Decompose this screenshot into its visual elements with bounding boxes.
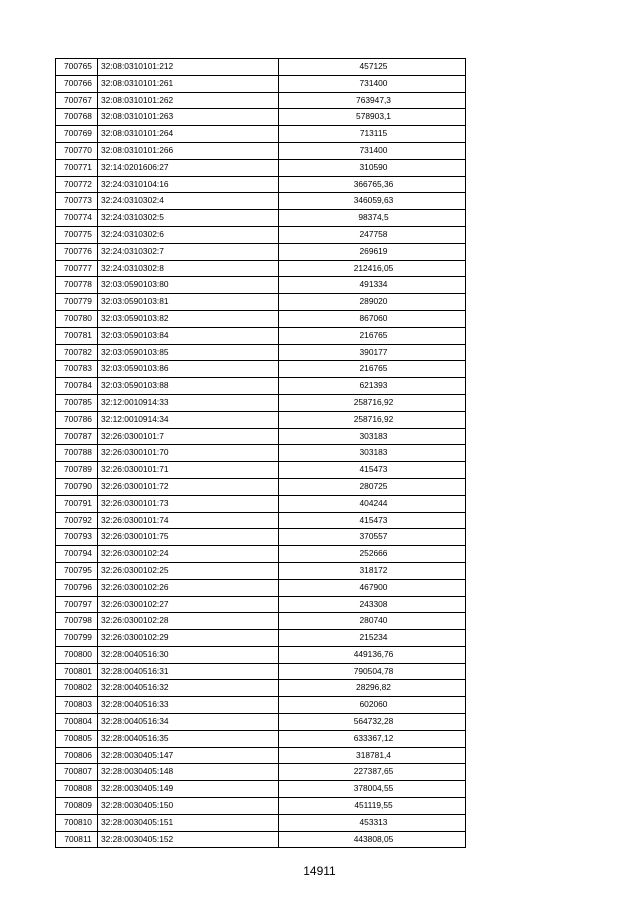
value-cell: 216765	[279, 361, 466, 378]
cadastral-number-cell: 32:26:0300101:74	[98, 512, 279, 529]
row-number-cell: 700809	[56, 798, 98, 815]
value-cell: 578903,1	[279, 109, 466, 126]
cadastral-number-cell: 32:28:0040516:30	[98, 646, 279, 663]
cadastral-number-cell: 32:28:0040516:34	[98, 714, 279, 731]
value-cell: 269619	[279, 243, 466, 260]
cadastral-number-cell: 32:26:0300101:73	[98, 495, 279, 512]
cadastral-number-cell: 32:26:0300102:28	[98, 613, 279, 630]
cadastral-number-cell: 32:14:0201606:27	[98, 159, 279, 176]
cadastral-number-cell: 32:08:0310101:212	[98, 59, 279, 76]
row-number-cell: 700769	[56, 126, 98, 143]
cadastral-number-cell: 32:28:0030405:150	[98, 798, 279, 815]
table-row	[56, 814, 466, 831]
row-number-cell: 700804	[56, 714, 98, 731]
row-number-cell: 700786	[56, 411, 98, 428]
value-cell: 310590	[279, 159, 466, 176]
row-number-cell: 700784	[56, 378, 98, 395]
value-cell: 790504,78	[279, 663, 466, 680]
cadastral-number-cell: 32:28:0030405:152	[98, 831, 279, 848]
data-table	[55, 58, 466, 848]
cadastral-number-cell: 32:24:0310104:16	[98, 176, 279, 193]
value-cell: 867060	[279, 310, 466, 327]
row-number-cell: 700782	[56, 344, 98, 361]
value-cell: 415473	[279, 512, 466, 529]
table-row	[56, 344, 466, 361]
value-cell: 212416,05	[279, 260, 466, 277]
value-cell: 713115	[279, 126, 466, 143]
value-cell: 303183	[279, 428, 466, 445]
row-number-cell: 700800	[56, 646, 98, 663]
row-number-cell: 700776	[56, 243, 98, 260]
cadastral-number-cell: 32:28:0040516:35	[98, 730, 279, 747]
cadastral-number-cell: 32:26:0300102:25	[98, 562, 279, 579]
row-number-cell: 700787	[56, 428, 98, 445]
row-number-cell: 700771	[56, 159, 98, 176]
cadastral-number-cell: 32:08:0310101:264	[98, 126, 279, 143]
cadastral-number-cell: 32:26:0300101:7	[98, 428, 279, 445]
cadastral-number-cell: 32:03:0590103:84	[98, 327, 279, 344]
row-number-cell: 700797	[56, 596, 98, 613]
table-row	[56, 596, 466, 613]
row-number-cell: 700793	[56, 529, 98, 546]
value-cell: 370557	[279, 529, 466, 546]
row-number-cell: 700790	[56, 478, 98, 495]
value-cell: 731400	[279, 142, 466, 159]
cadastral-number-cell: 32:28:0030405:148	[98, 764, 279, 781]
value-cell: 258716,92	[279, 411, 466, 428]
table-row	[56, 445, 466, 462]
table-row	[56, 798, 466, 815]
row-number-cell: 700810	[56, 814, 98, 831]
cadastral-number-cell: 32:03:0590103:88	[98, 378, 279, 395]
row-number-cell: 700785	[56, 394, 98, 411]
table-row	[56, 378, 466, 395]
table-row	[56, 361, 466, 378]
value-cell: 258716,92	[279, 394, 466, 411]
row-number-cell: 700811	[56, 831, 98, 848]
table-row	[56, 126, 466, 143]
value-cell: 346059,63	[279, 193, 466, 210]
row-number-cell: 700765	[56, 59, 98, 76]
table-row	[56, 831, 466, 848]
row-number-cell: 700779	[56, 294, 98, 311]
row-number-cell: 700783	[56, 361, 98, 378]
table-row	[56, 613, 466, 630]
table-row	[56, 714, 466, 731]
row-number-cell: 700802	[56, 680, 98, 697]
value-cell: 451119,55	[279, 798, 466, 815]
cadastral-number-cell: 32:28:0040516:32	[98, 680, 279, 697]
cadastral-number-cell: 32:24:0310302:5	[98, 210, 279, 227]
value-cell: 28296,82	[279, 680, 466, 697]
row-number-cell: 700772	[56, 176, 98, 193]
row-number-cell: 700806	[56, 747, 98, 764]
value-cell: 633367,12	[279, 730, 466, 747]
value-cell: 318781,4	[279, 747, 466, 764]
row-number-cell: 700799	[56, 630, 98, 647]
cadastral-number-cell: 32:26:0300102:27	[98, 596, 279, 613]
value-cell: 243308	[279, 596, 466, 613]
table-body	[56, 59, 466, 848]
table-row	[56, 109, 466, 126]
cadastral-number-cell: 32:26:0300102:24	[98, 546, 279, 563]
table-row	[56, 680, 466, 697]
row-number-cell: 700791	[56, 495, 98, 512]
cadastral-number-cell: 32:12:0010914:33	[98, 394, 279, 411]
row-number-cell: 700794	[56, 546, 98, 563]
table-row	[56, 210, 466, 227]
cadastral-number-cell: 32:03:0590103:82	[98, 310, 279, 327]
table-row	[56, 327, 466, 344]
row-number-cell: 700803	[56, 697, 98, 714]
value-cell: 404244	[279, 495, 466, 512]
row-number-cell: 700767	[56, 92, 98, 109]
row-number-cell: 700774	[56, 210, 98, 227]
table-row	[56, 243, 466, 260]
table-row	[56, 193, 466, 210]
table-row	[56, 428, 466, 445]
table-row	[56, 411, 466, 428]
row-number-cell: 700773	[56, 193, 98, 210]
value-cell: 378004,55	[279, 781, 466, 798]
row-number-cell: 700780	[56, 310, 98, 327]
value-cell: 564732,28	[279, 714, 466, 731]
value-cell: 216765	[279, 327, 466, 344]
cadastral-number-cell: 32:28:0030405:147	[98, 747, 279, 764]
row-number-cell: 700792	[56, 512, 98, 529]
table-row	[56, 512, 466, 529]
row-number-cell: 700796	[56, 579, 98, 596]
table-row	[56, 59, 466, 76]
cadastral-number-cell: 32:26:0300101:70	[98, 445, 279, 462]
table-row	[56, 260, 466, 277]
row-number-cell: 700777	[56, 260, 98, 277]
value-cell: 215234	[279, 630, 466, 647]
value-cell: 602060	[279, 697, 466, 714]
row-number-cell: 700766	[56, 75, 98, 92]
value-cell: 467900	[279, 579, 466, 596]
row-number-cell: 700805	[56, 730, 98, 747]
table-row	[56, 142, 466, 159]
value-cell: 457125	[279, 59, 466, 76]
table-row	[56, 579, 466, 596]
value-cell: 449136,76	[279, 646, 466, 663]
table-row	[56, 159, 466, 176]
table-row	[56, 176, 466, 193]
table-row	[56, 277, 466, 294]
table-row	[56, 529, 466, 546]
cadastral-number-cell: 32:03:0590103:85	[98, 344, 279, 361]
table-row	[56, 546, 466, 563]
cadastral-number-cell: 32:24:0310302:7	[98, 243, 279, 260]
table-row	[56, 730, 466, 747]
cadastral-number-cell: 32:26:0300101:72	[98, 478, 279, 495]
value-cell: 318172	[279, 562, 466, 579]
table-row	[56, 310, 466, 327]
table-row	[56, 462, 466, 479]
cadastral-number-cell: 32:03:0590103:80	[98, 277, 279, 294]
value-cell: 731400	[279, 75, 466, 92]
row-number-cell: 700768	[56, 109, 98, 126]
value-cell: 415473	[279, 462, 466, 479]
cadastral-number-cell: 32:26:0300101:71	[98, 462, 279, 479]
row-number-cell: 700807	[56, 764, 98, 781]
value-cell: 247758	[279, 226, 466, 243]
table-row	[56, 764, 466, 781]
value-cell: 280740	[279, 613, 466, 630]
cadastral-number-cell: 32:24:0310302:4	[98, 193, 279, 210]
table-row	[56, 646, 466, 663]
value-cell: 289020	[279, 294, 466, 311]
value-cell: 98374,5	[279, 210, 466, 227]
value-cell: 280725	[279, 478, 466, 495]
cadastral-number-cell: 32:03:0590103:86	[98, 361, 279, 378]
table-row	[56, 394, 466, 411]
cadastral-number-cell: 32:28:0040516:33	[98, 697, 279, 714]
table-row	[56, 495, 466, 512]
row-number-cell: 700808	[56, 781, 98, 798]
cadastral-number-cell: 32:08:0310101:262	[98, 92, 279, 109]
table-row	[56, 562, 466, 579]
value-cell: 453313	[279, 814, 466, 831]
table-row	[56, 75, 466, 92]
row-number-cell: 700801	[56, 663, 98, 680]
table-row	[56, 781, 466, 798]
row-number-cell: 700795	[56, 562, 98, 579]
value-cell: 443808,05	[279, 831, 466, 848]
value-cell: 303183	[279, 445, 466, 462]
row-number-cell: 700778	[56, 277, 98, 294]
value-cell: 252666	[279, 546, 466, 563]
value-cell: 763947,3	[279, 92, 466, 109]
cadastral-number-cell: 32:28:0040516:31	[98, 663, 279, 680]
cadastral-number-cell: 32:12:0010914:34	[98, 411, 279, 428]
table-row	[56, 663, 466, 680]
table-row	[56, 747, 466, 764]
table-row	[56, 92, 466, 109]
cadastral-number-cell: 32:03:0590103:81	[98, 294, 279, 311]
cadastral-number-cell: 32:24:0310302:8	[98, 260, 279, 277]
value-cell: 491334	[279, 277, 466, 294]
cadastral-number-cell: 32:26:0300101:75	[98, 529, 279, 546]
row-number-cell: 700798	[56, 613, 98, 630]
value-cell: 366765,36	[279, 176, 466, 193]
table-row	[56, 226, 466, 243]
row-number-cell: 700788	[56, 445, 98, 462]
row-number-cell: 700770	[56, 142, 98, 159]
cadastral-number-cell: 32:08:0310101:266	[98, 142, 279, 159]
cadastral-number-cell: 32:28:0030405:151	[98, 814, 279, 831]
page-number: 14911	[303, 864, 336, 878]
cadastral-number-cell: 32:08:0310101:263	[98, 109, 279, 126]
table-row	[56, 697, 466, 714]
row-number-cell: 700781	[56, 327, 98, 344]
row-number-cell: 700789	[56, 462, 98, 479]
cadastral-number-cell: 32:28:0030405:149	[98, 781, 279, 798]
value-cell: 227387,65	[279, 764, 466, 781]
cadastral-number-cell: 32:26:0300102:26	[98, 579, 279, 596]
table-row	[56, 294, 466, 311]
table-row	[56, 478, 466, 495]
value-cell: 390177	[279, 344, 466, 361]
cadastral-number-cell: 32:24:0310302:6	[98, 226, 279, 243]
value-cell: 621393	[279, 378, 466, 395]
row-number-cell: 700775	[56, 226, 98, 243]
cadastral-number-cell: 32:26:0300102:29	[98, 630, 279, 647]
cadastral-number-cell: 32:08:0310101:261	[98, 75, 279, 92]
table-row	[56, 630, 466, 647]
